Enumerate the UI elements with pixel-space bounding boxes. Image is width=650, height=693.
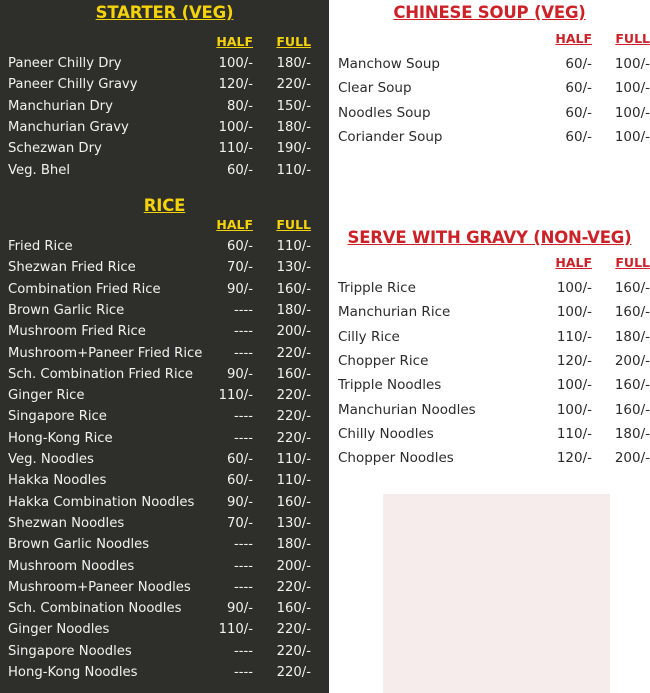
- menu-item-name: Manchow Soup: [338, 56, 441, 72]
- menu-item-price-half: 110/-: [556, 425, 592, 442]
- menu-item-price-full: 110/-: [276, 452, 311, 467]
- menu-item-price-full: 160/-: [614, 304, 650, 321]
- section-title: RICE: [143, 196, 186, 215]
- menu-item-price-full: 160/-: [614, 401, 650, 418]
- menu-item-name: Mushroom+Paneer Noodles: [8, 579, 191, 595]
- menu-item-price-half: 90/-: [227, 494, 253, 510]
- menu-item-price-full: 130/-: [276, 515, 311, 531]
- menu-item-price-full: 190/-: [276, 141, 311, 157]
- menu-item-name: Noodles Soup: [338, 104, 431, 121]
- menu-item-name: Clear Soup: [338, 80, 412, 97]
- menu-item-price-full: 220/-: [276, 579, 311, 595]
- menu-item-price-half: ----: [233, 579, 253, 595]
- menu-item-name: Chopper Noodles: [338, 450, 454, 467]
- menu-item-price-half: ----: [233, 537, 253, 553]
- menu-item-price-full: 180/-: [276, 119, 311, 135]
- menu-item-name: Paneer Chilly Gravy: [8, 77, 138, 93]
- menu-item-price-full: 100/-: [614, 56, 650, 72]
- soup-and-gravy-panel: [329, 0, 650, 693]
- menu-item-price-half: ----: [233, 302, 253, 318]
- menu-item-price-half: 90/-: [227, 366, 253, 382]
- menu-item-price-half: 100/-: [556, 377, 592, 394]
- menu-item-name: Manchurian Rice: [338, 304, 451, 321]
- menu-item-price-half: 110/-: [218, 622, 253, 638]
- menu-item-price-full: 200/-: [614, 352, 650, 369]
- menu-item-price-full: 110/-: [276, 473, 311, 489]
- menu-item-name: Paneer Chilly Dry: [8, 56, 122, 71]
- menu-item-price-full: 100/-: [614, 128, 650, 145]
- menu-item-price-half: 60/-: [565, 80, 592, 97]
- menu-item-name: Veg. Bhel: [8, 162, 71, 178]
- menu-item-price-half: ----: [233, 430, 253, 446]
- menu-item-price-half: 100/-: [556, 304, 592, 321]
- menu-item-price-full: 160/-: [276, 366, 311, 382]
- menu-item-name: Combination Fried Rice: [8, 281, 161, 297]
- menu-item-name: Sch. Combination Fried Rice: [8, 366, 193, 382]
- menu-item-name: Shezwan Noodles: [8, 515, 125, 531]
- menu-item-price-full: 160/-: [276, 601, 311, 617]
- menu-item-name: Manchurian Noodles: [338, 401, 476, 418]
- menu-item-price-half: 60/-: [565, 128, 592, 145]
- menu-item-price-full: 220/-: [276, 643, 311, 659]
- column-header-half: HALF: [216, 217, 253, 232]
- menu-item-name: Mushroom Noodles: [8, 558, 135, 574]
- menu-item-name: Cilly Rice: [338, 328, 400, 345]
- menu-item-price-full: 220/-: [276, 665, 311, 680]
- menu-item-price-full: 100/-: [614, 104, 650, 121]
- column-header-full: FULL: [615, 31, 650, 46]
- menu-item-name: Manchurian Dry: [8, 98, 113, 114]
- menu-item-name: Hakka Noodles: [8, 473, 107, 489]
- menu-item-price-full: 220/-: [276, 622, 311, 638]
- column-header-full: FULL: [276, 217, 311, 232]
- menu-item-price-half: ----: [233, 409, 253, 425]
- menu-item-name: Ginger Rice: [8, 388, 85, 404]
- menu-item-name: Sch. Combination Noodles: [8, 601, 182, 617]
- menu-item-name: Hong-Kong Noodles: [8, 665, 138, 680]
- menu-item-name: Manchurian Gravy: [8, 119, 129, 135]
- menu-item-name: Brown Garlic Rice: [8, 302, 125, 318]
- menu-item-price-half: 120/-: [556, 450, 592, 467]
- menu-item-name: Hong-Kong Rice: [8, 430, 113, 446]
- menu-item-price-full: 180/-: [614, 425, 650, 442]
- menu-item-price-half: 60/-: [565, 104, 592, 121]
- menu-item-name: Hakka Combination Noodles: [8, 494, 195, 510]
- column-header-half: HALF: [216, 34, 253, 49]
- menu-item-price-full: 200/-: [276, 558, 311, 574]
- menu-item-price-full: 180/-: [614, 328, 650, 345]
- menu-item-price-full: 220/-: [276, 345, 311, 361]
- column-header-half: HALF: [555, 255, 592, 270]
- menu-item-price-half: 110/-: [218, 388, 253, 404]
- menu-item-name: Ginger Noodles: [8, 622, 110, 638]
- menu-item-price-full: 200/-: [276, 324, 311, 340]
- menu-item-name: Veg. Noodles: [8, 452, 94, 467]
- menu-item-price-full: 220/-: [276, 430, 311, 446]
- menu-item-price-half: 110/-: [218, 141, 253, 157]
- menu-item-name: Singapore Rice: [8, 409, 107, 425]
- menu-item-price-half: ----: [233, 665, 253, 680]
- menu-item-price-full: 160/-: [276, 281, 311, 297]
- menu-item-name: Singapore Noodles: [8, 643, 132, 659]
- menu-item-price-full: 220/-: [276, 388, 311, 404]
- menu-item-price-full: 160/-: [614, 377, 650, 394]
- menu-item-price-full: 220/-: [276, 77, 311, 93]
- section-title: STARTER (VEG): [95, 3, 234, 22]
- menu-item-price-half: 90/-: [227, 601, 253, 617]
- menu-item-price-full: 150/-: [276, 98, 311, 114]
- menu-item-name: Mushroom+Paneer Fried Rice: [8, 345, 203, 361]
- column-header-full: FULL: [615, 255, 650, 270]
- empty-placeholder-block: [383, 494, 610, 693]
- menu-item-name: Brown Garlic Noodles: [8, 537, 150, 553]
- menu-item-price-half: 120/-: [218, 77, 253, 93]
- menu-item-price-half: ----: [233, 643, 253, 659]
- menu-item-price-half: 70/-: [227, 515, 253, 531]
- menu-item-price-half: 110/-: [556, 328, 592, 345]
- menu-item-name: Schezwan Dry: [8, 141, 102, 157]
- menu-item-price-full: 180/-: [276, 302, 311, 318]
- menu-item-name: Chopper Rice: [338, 352, 429, 369]
- column-header-full: FULL: [276, 34, 311, 49]
- menu-item-price-full: 180/-: [276, 56, 311, 71]
- menu-item-price-half: 120/-: [556, 352, 592, 369]
- menu-item-name: Chilly Noodles: [338, 425, 434, 442]
- menu-item-price-half: 90/-: [227, 281, 253, 297]
- menu-item-price-half: 100/-: [556, 401, 592, 418]
- menu-item-name: Coriander Soup: [338, 128, 443, 145]
- section-title: CHINESE SOUP (VEG): [393, 3, 586, 22]
- menu-item-price-half: 60/-: [565, 56, 592, 72]
- menu-item-price-half: 60/-: [227, 473, 253, 489]
- menu-item-price-half: 100/-: [556, 280, 592, 296]
- menu-item-name: Shezwan Fried Rice: [8, 260, 136, 276]
- menu-item-price-half: 60/-: [227, 452, 253, 467]
- menu-item-name: Tripple Noodles: [338, 377, 442, 394]
- menu-item-price-half: ----: [233, 345, 253, 361]
- menu-item-price-full: 100/-: [614, 80, 650, 97]
- menu-item-price-half: 80/-: [227, 98, 253, 114]
- menu-item-price-half: ----: [233, 324, 253, 340]
- menu-item-price-half: ----: [233, 558, 253, 574]
- menu-item-price-full: 180/-: [276, 537, 311, 553]
- menu-item-price-full: 110/-: [276, 162, 311, 178]
- menu-item-price-half: 70/-: [227, 260, 253, 276]
- menu-item-price-full: 220/-: [276, 409, 311, 425]
- menu-item-price-full: 200/-: [614, 450, 650, 467]
- menu-item-name: Tripple Rice: [338, 280, 416, 296]
- menu-item-price-half: 60/-: [227, 239, 253, 254]
- menu-item-price-half: 60/-: [227, 162, 253, 178]
- menu-item-price-full: 160/-: [276, 494, 311, 510]
- menu-item-price-half: 100/-: [218, 119, 253, 135]
- menu-item-price-full: 130/-: [276, 260, 311, 276]
- section-title: SERVE WITH GRAVY (NON-VEG): [347, 228, 632, 247]
- menu-item-price-half: 100/-: [218, 56, 253, 71]
- menu-item-name: Mushroom Fried Rice: [8, 324, 146, 340]
- menu-item-price-full: 110/-: [276, 239, 311, 254]
- column-header-half: HALF: [555, 31, 592, 46]
- menu-item-name: Fried Rice: [8, 239, 73, 254]
- menu-item-price-full: 160/-: [614, 280, 650, 296]
